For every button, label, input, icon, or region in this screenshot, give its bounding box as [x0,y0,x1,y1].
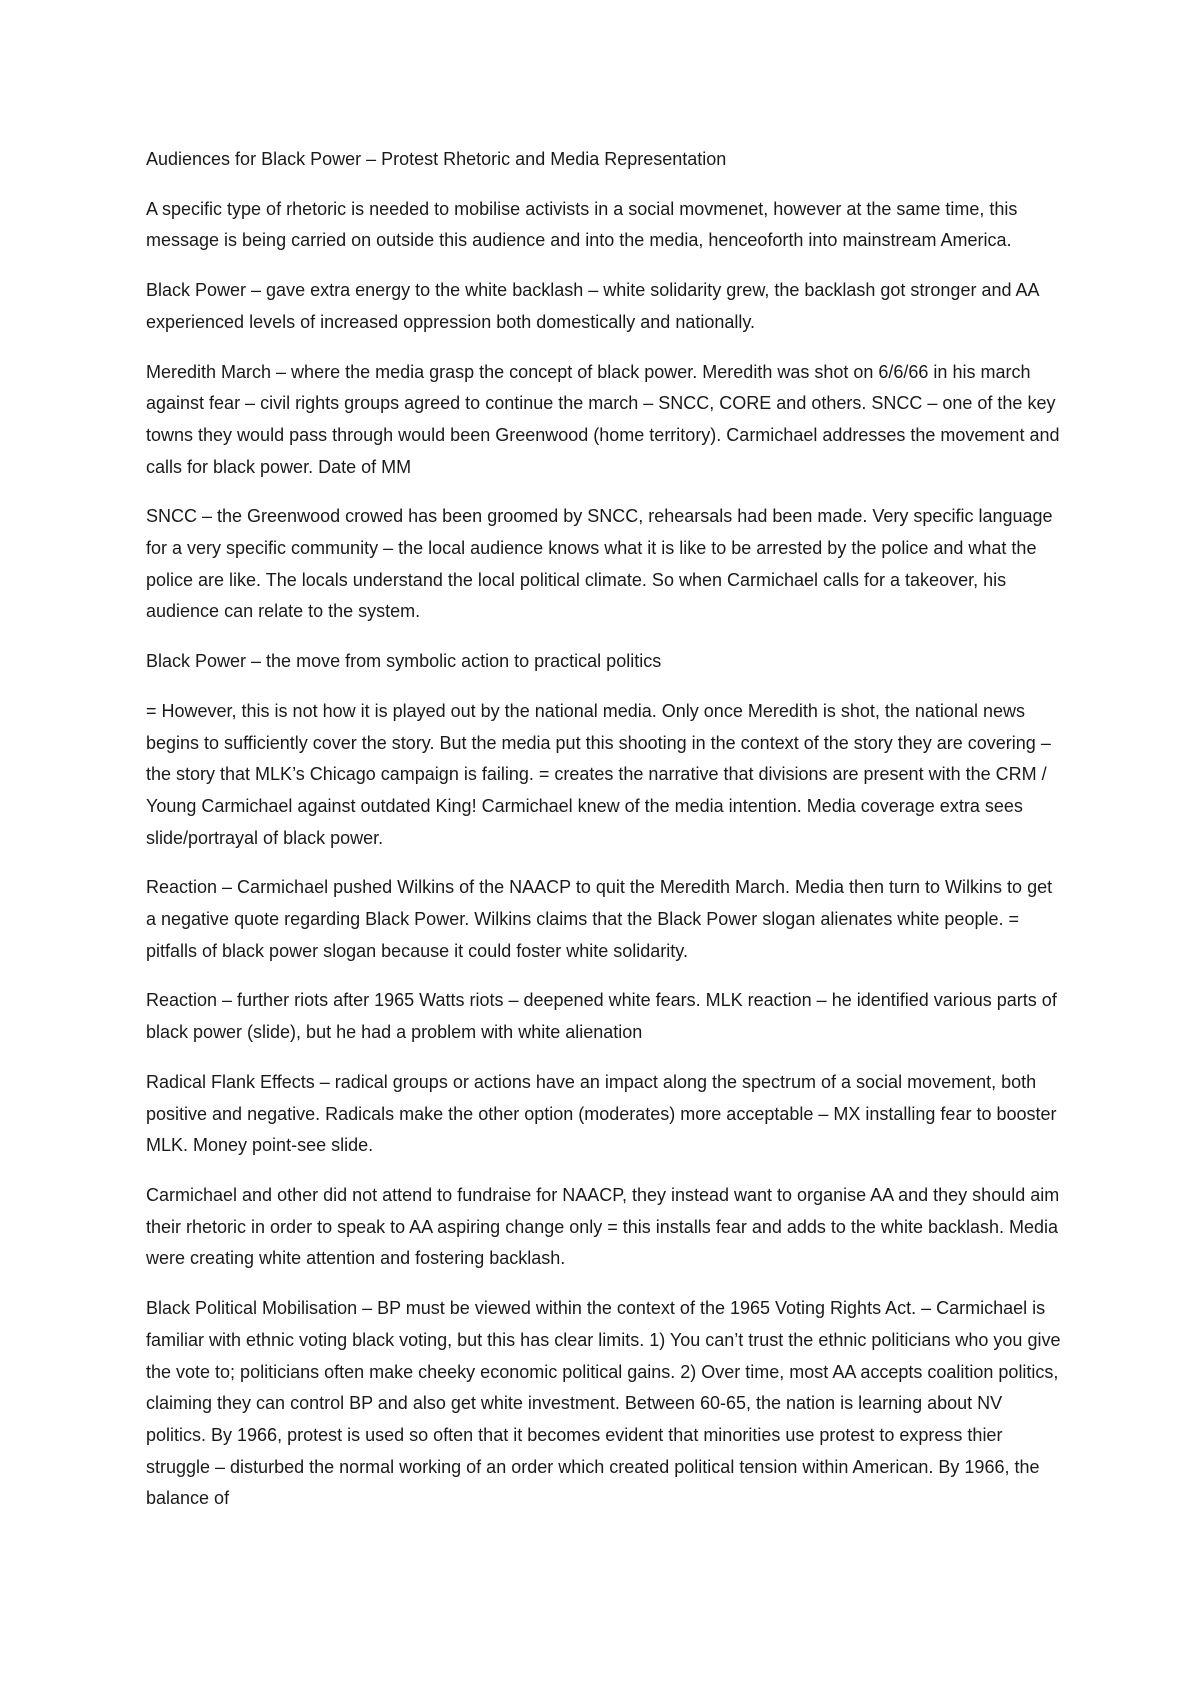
paragraph-radical-flank: Radical Flank Effects – radical groups or actions have an impact along the spectrum of a social movement, both positive and negative. Radicals make the other option (moderates) more acceptable – MX installing fear to booster MLK. Money point-see slide. [146,1071,1057,1156]
paragraph-sncc-greenwood: SNCC – the Greenwood crowed has been groomed by SNCC, rehearsals had been made. Very specific language for a very specific community – the local audience knows what it is like to be arrested by the police and what the police are like. The locals understand the local political climate. So when Carmichael calls for a takeover, his audience can relate to the system. [146,506,1053,622]
document-title: Audiences for Black Power – Protest Rhetoric and Media Representation [146,149,727,169]
paragraph-reaction-wilkins: Reaction – Carmichael pushed Wilkins of the NAACP to quit the Meredith March. Media then turn to Wilkins to get a negative quote regarding Black Power. Wilkins claims that the Black Power slogan alienates white people. = pitfalls of black power slogan because it could foster white solidarity. [146,877,1053,961]
document-body [146,144,1061,1533]
paragraph-practical-politics: Black Power – the move from symbolic action to practical politics [146,651,662,672]
paragraph-white-backlash: Black Power – gave extra energy to the white backlash – white solidarity grew, the backlash got stronger and AA experienced levels of increased oppression both domestically and nationally. [146,280,1039,332]
paragraph-political-mobilisation: Black Political Mobilisation – BP must be viewed within the context of the 1965 Voting Rights Act. – Carmichael is familiar with ethnic voting black voting, but this has clear limits. 1) You can’t trust the ethnic politicians who you give the vote to; politicians often make cheeky economic political gains. 2) Over time, most AA accepts coalition politics, claiming they can control BP and also get white investment. Between 60-65, the nation is learning about NV politics. By 1966, protest is used so often that it becomes evident that minorities use protest to express thier struggle – disturbed the normal working of an order which created political tension within American. By 1966, the balance of [146,1298,1061,1509]
paragraph-national-media: = However, this is not how it is played out by the national media. Only once Meredith is shot, the national news begins to sufficiently cover the story. But the media put this shooting in the context of the story they are covering – the story that MLK’s Chicago campaign is failing. = creates the narrative that divisions are present with the CRM / Young Carmichael against outdated King! Carmichael knew of the media intention. Media coverage extra sees slide/portrayal of black power. [146,700,1051,848]
paragraph-fundraising: Carmichael and other did not attend to fundraise for NAACP, they instead want to organise AA and they should aim their rhetoric in order to speak to AA aspiring change only = this installs fear and adds to the white backlash. Media were creating white attention and fostering backlash. [146,1184,1060,1269]
paragraph-reaction-riots: Reaction – further riots after 1965 Watts riots – deepened white fears. MLK reaction – he identified various parts of black power (slide), but he had a problem with white alienation [146,990,1057,1043]
paragraph-meredith-march: Meredith March – where the media grasp the concept of black power. Meredith was shot on 6/6/66 in his march against fear – civil rights groups agreed to continue the march – SNCC, CORE and others. SNCC – one of the key towns they would pass through would been Greenwood (home territory). Carmichael addresses the movement and calls for black power. Date of MM [146,361,1060,477]
paragraph-intro: A specific type of rhetoric is needed to mobilise activists in a social movmenet, however at the same time, this message is being carried on outside this audience and into the media, henceoforth into mainstream America. [146,198,1018,251]
